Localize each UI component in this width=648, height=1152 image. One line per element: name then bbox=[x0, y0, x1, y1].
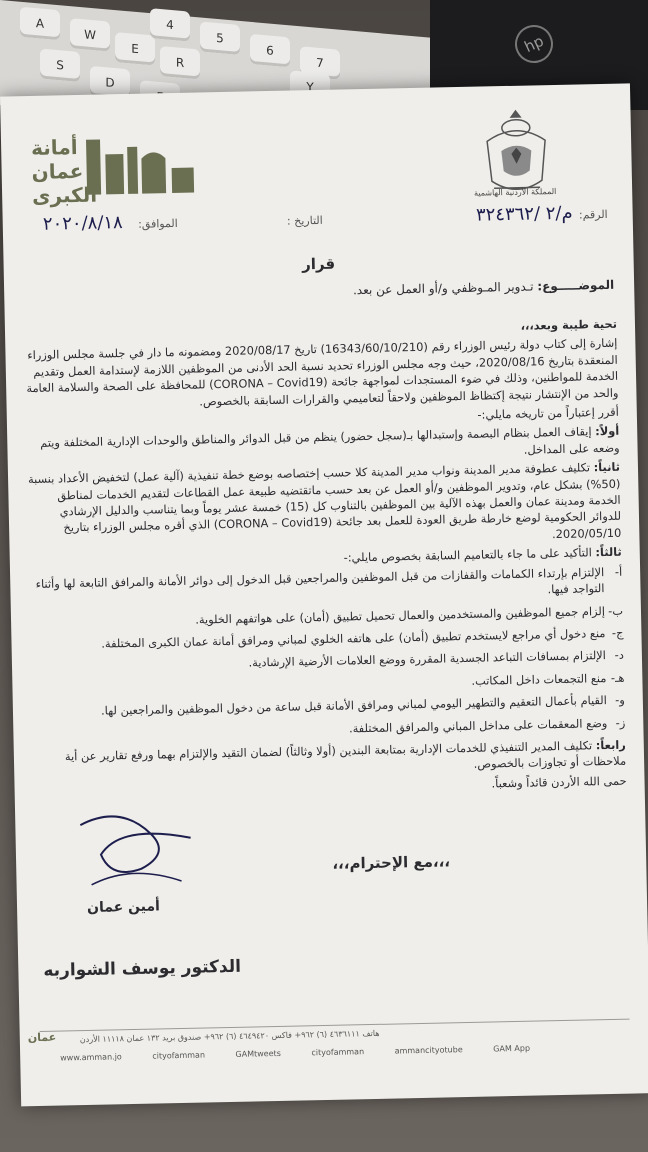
page-title: قرار bbox=[301, 254, 336, 274]
keyboard-key: 5 bbox=[200, 21, 240, 54]
letter-body bbox=[23, 316, 627, 804]
footer-social-item: GAMtweets bbox=[235, 1048, 281, 1059]
intro-paragraph: إشارة إلى كتاب دولة رئيس الوزراء رقم (16343/60/10/210) تاريخ 2020/08/17 ومضمونه ما دار في جلسة مجلس الوزراء المنعقدة بتاريخ 2020/08/16، حيث وجه مجلس الوزراء تحديد نسبة الحد الأدنى من الموظفين اللازمة لإستدامة العمل وتقديم الخدمة للمواطنين، وذلك في ضوء المستجدات لمواجهة جائحة (CORONA – Covid19) للمحافظة على الصحة والسلامة العامة والحد من الإنتشار نتيجة إكتظاظ الموظفين ولاحقاً لتعاميمي والقرارات السابقة بالخصوص. bbox=[26, 336, 619, 409]
signatory-name: الدكتور يوسف الشواربه bbox=[43, 956, 242, 981]
subject-text: تـدوير المـوظفي و/أو العمل عن بعد. bbox=[352, 279, 534, 298]
list-item-text: الإلتزام بمسافات التباعد الجسدية المقررة ووضع العلامات الأرضية الإرشادية. bbox=[248, 648, 607, 670]
clause-text: التأكيد على ما جاء بالتعاميم السابقة بخصوص مايلي:- bbox=[343, 545, 592, 565]
list-item-text: الإلتزام بإرتداء الكمامات والقفازات من قبل الموظفين والمراجعين قبل الدخول إلى دوائر الأمانة والمرافق التابعة لها وأثناء التواجد فيها. bbox=[35, 564, 605, 597]
clause-label: ثانياً: bbox=[593, 459, 621, 475]
list-item-text: منع التجمعات داخل المكاتب. bbox=[471, 670, 607, 688]
letter-document bbox=[0, 83, 648, 1106]
ref-number-value: م/٢ /٣٢٤٣٦٢ bbox=[475, 202, 573, 226]
ref-hijri-value: ٢٠٢٠/٨/١٨ bbox=[42, 212, 123, 235]
clause-text: إيقاف العمل بنظام البصمة وإستبدالها بـ(سجل حضور) ينظم من قبل الدوائر والمناطق والوحدات الإدارية المختلفة ويتم وضعه على المداخل. bbox=[40, 424, 620, 457]
footer-address: هاتف ٤٦٣٦١١١ (٦) ٩٦٢+ فاكس ٤٦٤٩٤٢٠ (٦) ٩٦٢+ صندوق بريد ١٣٢ عمان ١١١١٨ الأردن bbox=[79, 1028, 380, 1045]
list-item-number: ز- bbox=[615, 715, 626, 730]
footer-social-item: cityofamman bbox=[152, 1050, 206, 1061]
clause-label: أولاً: bbox=[595, 424, 620, 439]
gam-logo-line: أمانة bbox=[30, 134, 78, 160]
regards-line: ،،،مع الإحترام،،، bbox=[332, 852, 451, 873]
keyboard-key: D bbox=[90, 66, 130, 99]
footer-social-item: cityofamman bbox=[311, 1047, 365, 1058]
signatory-title: أمين عمان bbox=[86, 898, 161, 916]
list-item-text: إلزام جميع الموظفين والمستخدمين والعمال تحميل تطبيق (أمان) على هواتفهم الخلوية. bbox=[195, 603, 606, 627]
list-item-number: د- bbox=[614, 647, 625, 663]
keyboard-key: S bbox=[40, 48, 80, 81]
keyboard-key: Y bbox=[290, 70, 330, 103]
emblem-caption: المملكة الأردنية الهاشمية bbox=[473, 186, 557, 198]
subject-label: الموضـــــوع: bbox=[537, 277, 615, 294]
list-item-number: و- bbox=[615, 692, 625, 707]
footer-social-item: ammancityotube bbox=[394, 1045, 463, 1056]
keyboard-key: 6 bbox=[250, 34, 290, 67]
signature-icon bbox=[60, 792, 212, 895]
keyboard-key: 7 bbox=[300, 46, 340, 79]
keyboard-key: W bbox=[70, 18, 110, 51]
gam-logo-text bbox=[31, 134, 112, 208]
keyboard-key: R bbox=[160, 46, 200, 79]
ref-number-label: الرقم: bbox=[578, 207, 608, 222]
hp-logo: hp bbox=[509, 19, 559, 69]
clause-text: تكليف المدير التنفيذي للخدمات الإدارية بمتابعة البندين (أولا وثالثاً) لضمان التقيد والإلتزام بهما ورفع تقارير عن أية ملاحظات أو تجاوزات بالخصوص. bbox=[64, 738, 627, 772]
clause-label: ثالثاً: bbox=[595, 544, 622, 560]
decision-intro: أقرر إعتباراً من تاريخه مايلي:- bbox=[477, 404, 619, 422]
clause-second bbox=[26, 459, 622, 553]
footer-social-item: GAM App bbox=[493, 1043, 531, 1054]
list-item-text: وضع المعقمات على مداخل المباني والمرافق المختلفة. bbox=[348, 715, 608, 735]
ref-date-label: التاريخ : bbox=[286, 213, 323, 228]
list-item-number: ب- bbox=[607, 603, 624, 618]
gam-logo-line: عمان bbox=[31, 158, 84, 184]
greeting: تحية طيبة وبعد،،، bbox=[520, 316, 618, 333]
clause-label: رابعاً: bbox=[595, 737, 626, 753]
list-item-text: منع دخول أي مراجع لايستخدم تطبيق (أمان) على هاتفه الخلوي لمباني ومرافق أمانة عمان الكبرى المختلفة. bbox=[101, 625, 606, 651]
list-item-number: أ- bbox=[614, 564, 623, 579]
keyboard-key: E bbox=[115, 32, 155, 65]
list-item-number: هـ- bbox=[610, 670, 625, 685]
list-item-number: ج- bbox=[611, 625, 624, 640]
subject-line bbox=[174, 274, 614, 305]
keyboard-key: A bbox=[20, 7, 60, 40]
list-item-text: القيام بأعمال التعقيم والتطهير اليومي لمباني ومرافق الأمانة قبل ساعة من دخول الموظفين والمراجعين لها. bbox=[100, 693, 607, 718]
keyboard-key: 4 bbox=[150, 8, 190, 41]
footer-social-item: www.amman.jo bbox=[60, 1052, 122, 1063]
closing-prayer: حمى الله الأردن قائداً وشعباً. bbox=[491, 773, 627, 791]
footer-social-links bbox=[60, 1042, 590, 1062]
gam-logo-line: الكبرى bbox=[31, 182, 98, 208]
footer-logo: عمان bbox=[27, 1030, 57, 1045]
clause-text: تكليف عطوفة مدير المدينة ونواب مدير المدينة كلا حسب إختصاصه بوضع خطة تنفيذية (آلية عمل) لتخفيض الأعداد بنسبة (50%) بشكل عام، وتدوير الموظفين و/أو العمل عن بعد حسب ماتقتضيه طبيعة عمل القطاعات لتقديم الخدمات لمناطق الخدمة ومدينة عمان والعمل بهذه الآلية بين الموظفين بالتناوب كل (15) خمسة عشر يوماً وبما يتناسب والدليل الإرشادي للدوائر الحكومية لوضع خارطة طريق العودة للعمل بعد جائحة (CORONA – Covid19) الذي أقره مجلس الوزراء بتاريخ 2020/05/10. bbox=[27, 460, 622, 542]
ref-hijri-label: الموافق: bbox=[137, 216, 178, 231]
